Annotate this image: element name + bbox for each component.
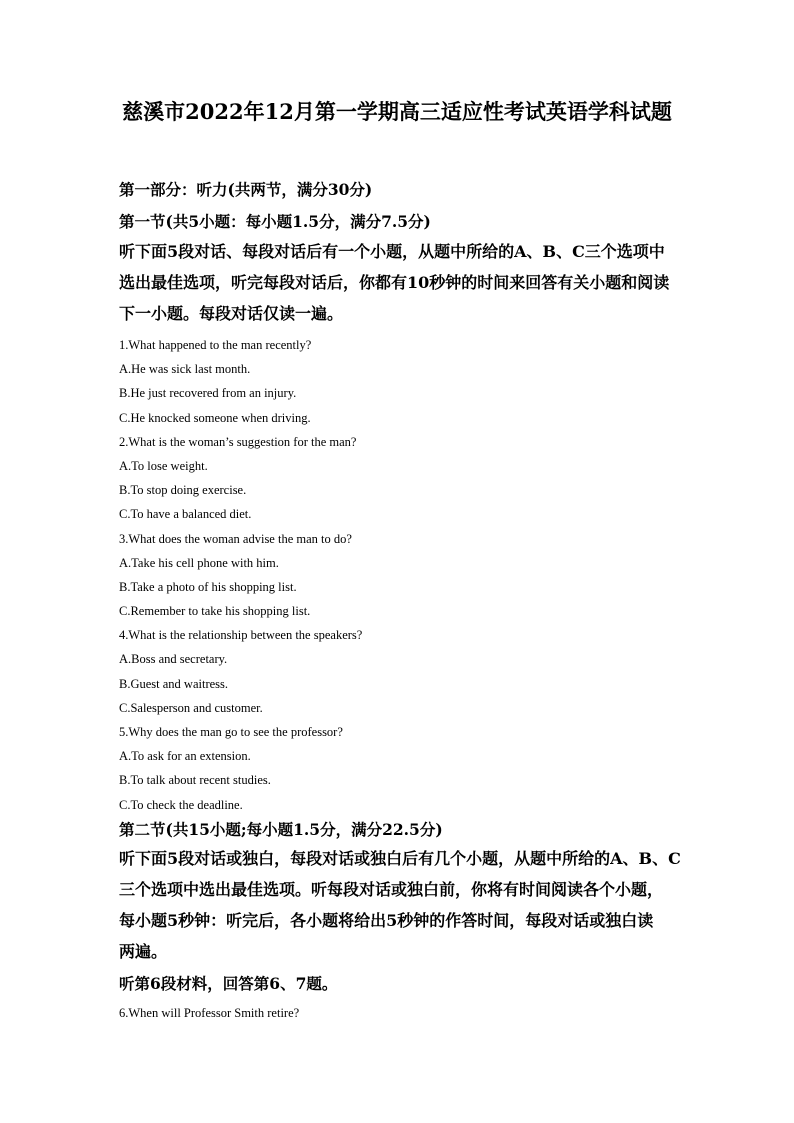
section1-heading: 第一节(共5小题：每小题1.5分，满分7.5分) [119,212,431,231]
option-line: C.Remember to take his shopping list. [119,604,311,619]
question-line: 4.What is the relationship between the speakers? [119,628,363,643]
document-title: 慈溪市2022年12月第一学期高三适应性考试英语学科试题 [122,99,672,124]
instruction-line: 听下面5段对话、每段对话后有一个小题，从题中所给的A、B、C三个选项中 [119,242,665,261]
option-line: A.To ask for an extension. [119,749,251,764]
option-line: B.Guest and waitress. [119,676,229,691]
option-line: B.Take a photo of his shopping list. [119,579,297,594]
option-line: C.To check the deadline. [119,797,243,812]
instruction-line: 选出最佳选项，听完每段对话后，你都有10秒钟的时间来回答有关小题和阅读 [119,273,670,292]
question-line: 3.What does the woman advise the man to do? [119,531,352,546]
section2-heading: 第二节(共15小题;每小题1.5分，满分22.5分) [119,820,443,839]
option-line: A.Take his cell phone with him. [119,555,279,570]
instruction-line: 下一小题。每段对话仅读一遍。 [119,304,344,323]
instruction-line: 听下面5段对话或独白，每段对话或独白后有几个小题，从题中所给的A、B、C [119,849,681,868]
section1-instructions [119,236,694,329]
option-line: A.Boss and secretary. [119,652,228,667]
question-line: 5.Why does the man go to see the professor? [119,725,343,739]
option-line: C.He knocked someone when driving. [119,410,311,425]
material6-heading: 听第6段材料，回答第6、7题。 [119,974,338,993]
option-line: A.He was sick last month. [119,362,251,377]
option-line: C.Salesperson and customer. [119,700,263,715]
instruction-line: 三个选项中选出最佳选项。听每段对话或独白前，你将有时间阅读各个小题， [119,880,664,899]
section2-instructions [119,843,694,967]
question-line: 1.What happened to the man recently? [119,338,312,352]
part1-heading: 第一部分：听力(共两节，满分30分) [119,180,373,199]
instruction-line: 每小题5秒钟：听完后，各小题将给出5秒钟的作答时间，每段对话或独白读 [119,911,654,930]
instruction-line: 两遍。 [119,942,168,961]
option-line: C.To have a balanced diet. [119,507,252,522]
section1-questions [119,333,362,817]
option-line: B.To stop doing exercise. [119,483,247,498]
question-line: 2.What is the woman’s suggestion for the man? [119,434,357,449]
option-line: A.To lose weight. [119,458,208,473]
question-6: 6.When will Professor Smith retire? [119,1006,300,1020]
option-line: B.He just recovered from an injury. [119,386,297,401]
option-line: B.To talk about recent studies. [119,773,271,788]
